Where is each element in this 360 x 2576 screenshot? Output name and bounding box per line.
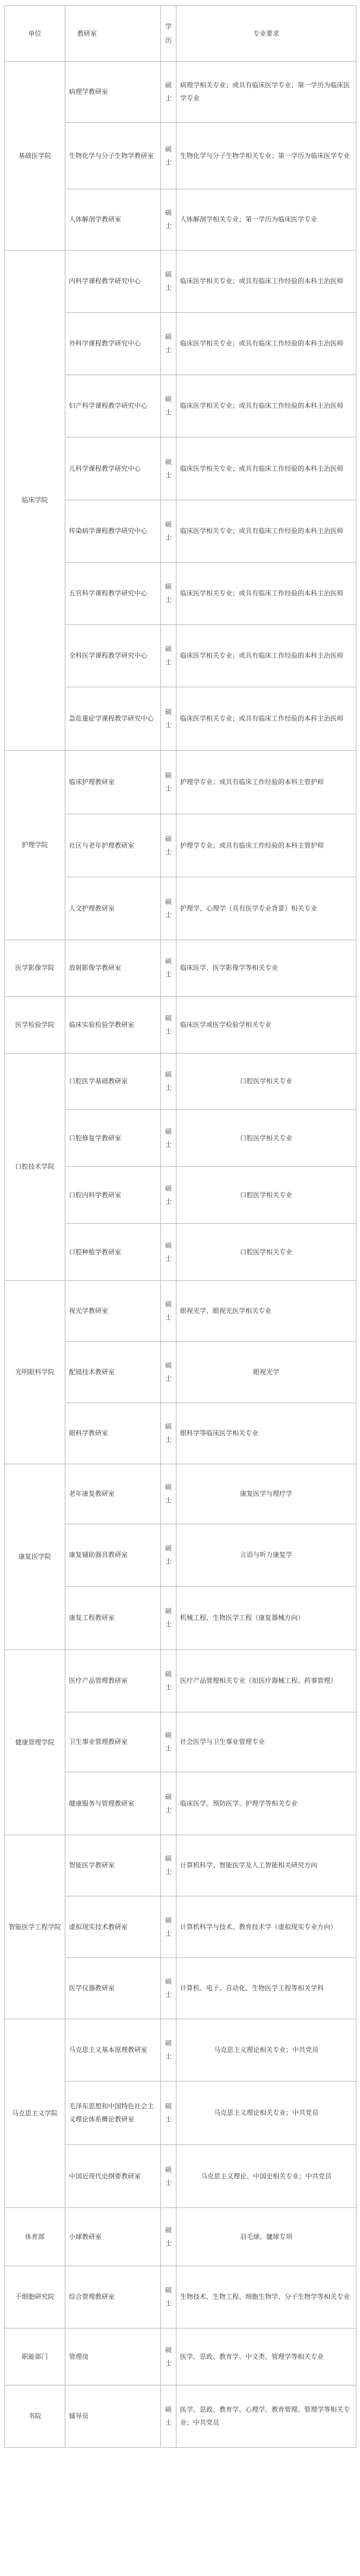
table-row [5, 2019, 356, 2082]
dept-cell: 人体解剖学教研室 [65, 189, 161, 250]
unit-cell: 智能医学工程学院 [5, 1835, 65, 2019]
major-cell: 医学、思政、教育学、中文类、管理学等相关专业 [176, 2328, 356, 2385]
dept-cell: 急危重症学课程教学研究中心 [65, 687, 161, 751]
table-row [5, 2208, 356, 2266]
major-cell: 生物技术、生物工程、细胞生物学、分子生物学等相关专业 [176, 2266, 356, 2328]
degree-cell: 硕士 [161, 751, 176, 814]
major-cell: 临床医学相关专业；或具有临床工作经验的本科主治医师 [176, 437, 356, 500]
dept-cell: 妇产科学课程教学研究中心 [65, 375, 161, 437]
major-cell: 临床医学相关专业；或具有临床工作经验的本科主治医师 [176, 250, 356, 313]
dept-cell: 卫生事业管理教研室 [65, 1712, 161, 1772]
degree-cell: 硕士 [161, 814, 176, 877]
major-cell: 临床医学相关专业；或具有临床工作经验的本科主治医师 [176, 500, 356, 563]
major-cell: 口腔医学相关专业 [176, 1224, 356, 1281]
degree-cell: 硕士 [161, 940, 176, 997]
dept-cell: 综合管理教研室 [65, 2266, 161, 2328]
unit-cell: 体育部 [5, 2208, 65, 2266]
major-cell: 护理学专业；或具有临床工作经验的本科主管护师 [176, 814, 356, 877]
dept-cell: 老年康复教研室 [65, 1464, 161, 1524]
major-cell: 计算机科学与技术、教育技术学（虚拟现实专业方向） [176, 1896, 356, 1958]
dept-cell: 眼科学教研室 [65, 1403, 161, 1464]
degree-cell: 硕士 [161, 1281, 176, 1342]
degree-cell: 硕士 [161, 1712, 176, 1772]
degree-cell: 硕士 [161, 997, 176, 1054]
dept-cell: 口腔种植学教研室 [65, 1224, 161, 1281]
degree-cell: 硕士 [161, 625, 176, 687]
major-cell: 临床医学或医学检验学相关专业 [176, 997, 356, 1054]
major-cell: 机械工程、生物医学工程（康复器械方向） [176, 1587, 356, 1650]
degree-cell: 硕士 [161, 687, 176, 751]
degree-cell: 硕士 [161, 1054, 176, 1110]
major-cell: 社会医学与卫生事业管理专业 [176, 1712, 356, 1772]
table-row [5, 940, 356, 997]
dept-cell: 传染病学课程教学研究中心 [65, 500, 161, 563]
major-cell: 马克思主义理论、中国史相关专业；中共党员 [176, 2145, 356, 2208]
table-header-row [5, 6, 356, 62]
table-row [5, 751, 356, 814]
recruitment-table [4, 5, 356, 2448]
major-cell: 临床医学相关专业；或具有临床工作经验的本科主治医师 [176, 313, 356, 375]
unit-cell: 医学检验学院 [5, 997, 65, 1054]
major-cell: 眼科学等临床医学相关专业 [176, 1403, 356, 1464]
degree-cell: 硕士 [161, 2208, 176, 2266]
dept-cell: 智能医学教研室 [65, 1835, 161, 1896]
dept-cell: 配镜技术教研室 [65, 1342, 161, 1403]
table-row [5, 2328, 356, 2385]
major-cell: 临床医学、预防医学、护理学等相关专业 [176, 1772, 356, 1835]
major-cell: 生物化学与分子生物学相关专业；第一学历为临床医学专业 [176, 123, 356, 189]
dept-cell: 口腔医学基础教研室 [65, 1054, 161, 1110]
unit-cell: 康复医学院 [5, 1464, 65, 1650]
degree-cell: 硕士 [161, 1587, 176, 1650]
dept-cell: 马克思主义基本原理教研室 [65, 2019, 161, 2082]
major-cell: 马克思主义理论相关专业；中共党员 [176, 2082, 356, 2145]
degree-cell: 硕士 [161, 2328, 176, 2385]
major-cell: 临床医学相关专业；或具有临床工作经验的本科主治医师 [176, 563, 356, 625]
table-row [5, 1464, 356, 1524]
degree-cell: 硕士 [161, 2145, 176, 2208]
dept-cell: 临床护理教研室 [65, 751, 161, 814]
major-cell: 眼视光学、眼视光医学相关专业 [176, 1281, 356, 1342]
dept-cell: 健康服务与管理教研室 [65, 1772, 161, 1835]
major-cell: 临床医学相关专业；或具有临床工作经验的本科主治医师 [176, 625, 356, 687]
dept-cell: 五官科学课程教学研究中心 [65, 563, 161, 625]
dept-cell: 康复辅助器具教研室 [65, 1524, 161, 1587]
major-cell: 病理学相关专业；或具有临床医学专业；第一学历为临床医学专业 [176, 62, 356, 123]
dept-cell: 虚拟现实技术教研室 [65, 1896, 161, 1958]
header-unit: 单位 [5, 6, 65, 62]
dept-cell: 中国近现代史纲要教研室 [65, 2145, 161, 2208]
dept-cell: 康复工程教研室 [65, 1587, 161, 1650]
degree-cell: 硕士 [161, 313, 176, 375]
degree-cell: 硕士 [161, 1524, 176, 1587]
degree-cell: 硕士 [161, 1342, 176, 1403]
dept-cell: 医学仪器教研室 [65, 1958, 161, 2019]
unit-cell: 护理学院 [5, 751, 65, 940]
major-cell: 口腔医学相关专业 [176, 1167, 356, 1224]
major-cell: 眼视光学 [176, 1342, 356, 1403]
dept-cell: 医疗产品管理教研室 [65, 1650, 161, 1712]
dept-cell: 全科医学课程教学研究中心 [65, 625, 161, 687]
dept-cell: 人文护理教研室 [65, 877, 161, 940]
degree-cell: 硕士 [161, 62, 176, 123]
unit-cell: 基础医学院 [5, 62, 65, 250]
dept-cell: 内科学课程教学研究中心 [65, 250, 161, 313]
table-row [5, 1650, 356, 1712]
major-cell: 言语与听力康复学 [176, 1524, 356, 1587]
degree-cell: 硕士 [161, 563, 176, 625]
degree-cell: 硕士 [161, 1167, 176, 1224]
table-row [5, 2266, 356, 2328]
major-cell: 临床医学相关专业；或具有临床工作经验的本科主治医师 [176, 375, 356, 437]
dept-cell: 管理岗 [65, 2328, 161, 2385]
degree-cell: 硕士 [161, 1110, 176, 1167]
table-row [5, 997, 356, 1054]
degree-cell: 硕士 [161, 1403, 176, 1464]
unit-cell: 临床学院 [5, 250, 65, 751]
header-dept: 教研室 [65, 6, 161, 62]
dept-cell: 生物化学与分子生物学教研室 [65, 123, 161, 189]
dept-cell: 放射影像学教研室 [65, 940, 161, 997]
major-cell: 口腔医学相关专业 [176, 1110, 356, 1167]
dept-cell: 口腔内科学教研室 [65, 1167, 161, 1224]
dept-cell: 儿科学课程教学研究中心 [65, 437, 161, 500]
table-row [5, 1054, 356, 1110]
major-cell: 计算机科学、智能医学及人工智能相关研究方向 [176, 1835, 356, 1896]
major-cell: 计算机、电子、自动化、生物医学工程等相关学科 [176, 1958, 356, 2019]
table-row [5, 62, 356, 123]
degree-cell: 硕士 [161, 2019, 176, 2082]
dept-cell: 临床实验检验学教研室 [65, 997, 161, 1054]
degree-cell: 硕士 [161, 1650, 176, 1712]
unit-cell: 口腔技术学院 [5, 1054, 65, 1281]
unit-cell: 干细胞研究院 [5, 2266, 65, 2328]
degree-cell: 硕士 [161, 2385, 176, 2448]
major-cell: 医疗产品管理相关专业（如医疗器械工程、药事管理） [176, 1650, 356, 1712]
unit-cell: 光明眼科学院 [5, 1281, 65, 1464]
unit-cell: 职能部门 [5, 2328, 65, 2385]
degree-cell: 硕士 [161, 2082, 176, 2145]
degree-cell: 硕士 [161, 250, 176, 313]
degree-cell: 硕士 [161, 1835, 176, 1896]
major-cell: 马克思主义理论相关专业；中共党员 [176, 2019, 356, 2082]
major-cell: 临床医学相关专业；或具有临床工作经验的本科主治医师 [176, 687, 356, 751]
major-cell: 人体解剖学相关专业；第一学历为临床医学专业 [176, 189, 356, 250]
major-cell: 临床医学、医学影像学等相关专业 [176, 940, 356, 997]
degree-cell: 硕士 [161, 1224, 176, 1281]
degree-cell: 硕士 [161, 375, 176, 437]
table-row [5, 2385, 356, 2448]
dept-cell: 社区与老年护理教研室 [65, 814, 161, 877]
major-cell: 羽毛球、毽球专项 [176, 2208, 356, 2266]
dept-cell: 病理学教研室 [65, 62, 161, 123]
dept-cell: 毛泽东思想和中国特色社会主义理论体系概论教研室 [65, 2082, 161, 2145]
degree-cell: 硕士 [161, 1772, 176, 1835]
degree-cell: 硕士 [161, 2266, 176, 2328]
degree-cell: 硕士 [161, 123, 176, 189]
major-cell: 口腔医学相关专业 [176, 1054, 356, 1110]
header-degree: 学历 [161, 6, 176, 62]
degree-cell: 硕士 [161, 877, 176, 940]
unit-cell: 医学影像学院 [5, 940, 65, 997]
unit-cell: 马克思主义学院 [5, 2019, 65, 2208]
degree-cell: 硕士 [161, 1896, 176, 1958]
header-major: 专业要求 [176, 6, 356, 62]
dept-cell: 辅导员 [65, 2385, 161, 2448]
degree-cell: 硕士 [161, 437, 176, 500]
dept-cell: 视光学教研室 [65, 1281, 161, 1342]
unit-cell: 书院 [5, 2385, 65, 2448]
table-row [5, 1835, 356, 1896]
major-cell: 医学、思政、教育学、心理学、教育管理、管理学等相关专业；中共党员 [176, 2385, 356, 2448]
table-row [5, 1281, 356, 1342]
major-cell: 护理学、心理学（具有医学专业背景）相关专业 [176, 877, 356, 940]
dept-cell: 外科学课程教学研究中心 [65, 313, 161, 375]
table-body [5, 62, 356, 2448]
table-row [5, 250, 356, 313]
degree-cell: 硕士 [161, 500, 176, 563]
major-cell: 护理学专业；或具有临床工作经验的本科主管护师 [176, 751, 356, 814]
degree-cell: 硕士 [161, 1464, 176, 1524]
dept-cell: 小球教研室 [65, 2208, 161, 2266]
degree-cell: 硕士 [161, 1958, 176, 2019]
major-cell: 康复医学与理疗学 [176, 1464, 356, 1524]
unit-cell: 健康管理学院 [5, 1650, 65, 1835]
dept-cell: 口腔修复学教研室 [65, 1110, 161, 1167]
degree-cell: 硕士 [161, 189, 176, 250]
